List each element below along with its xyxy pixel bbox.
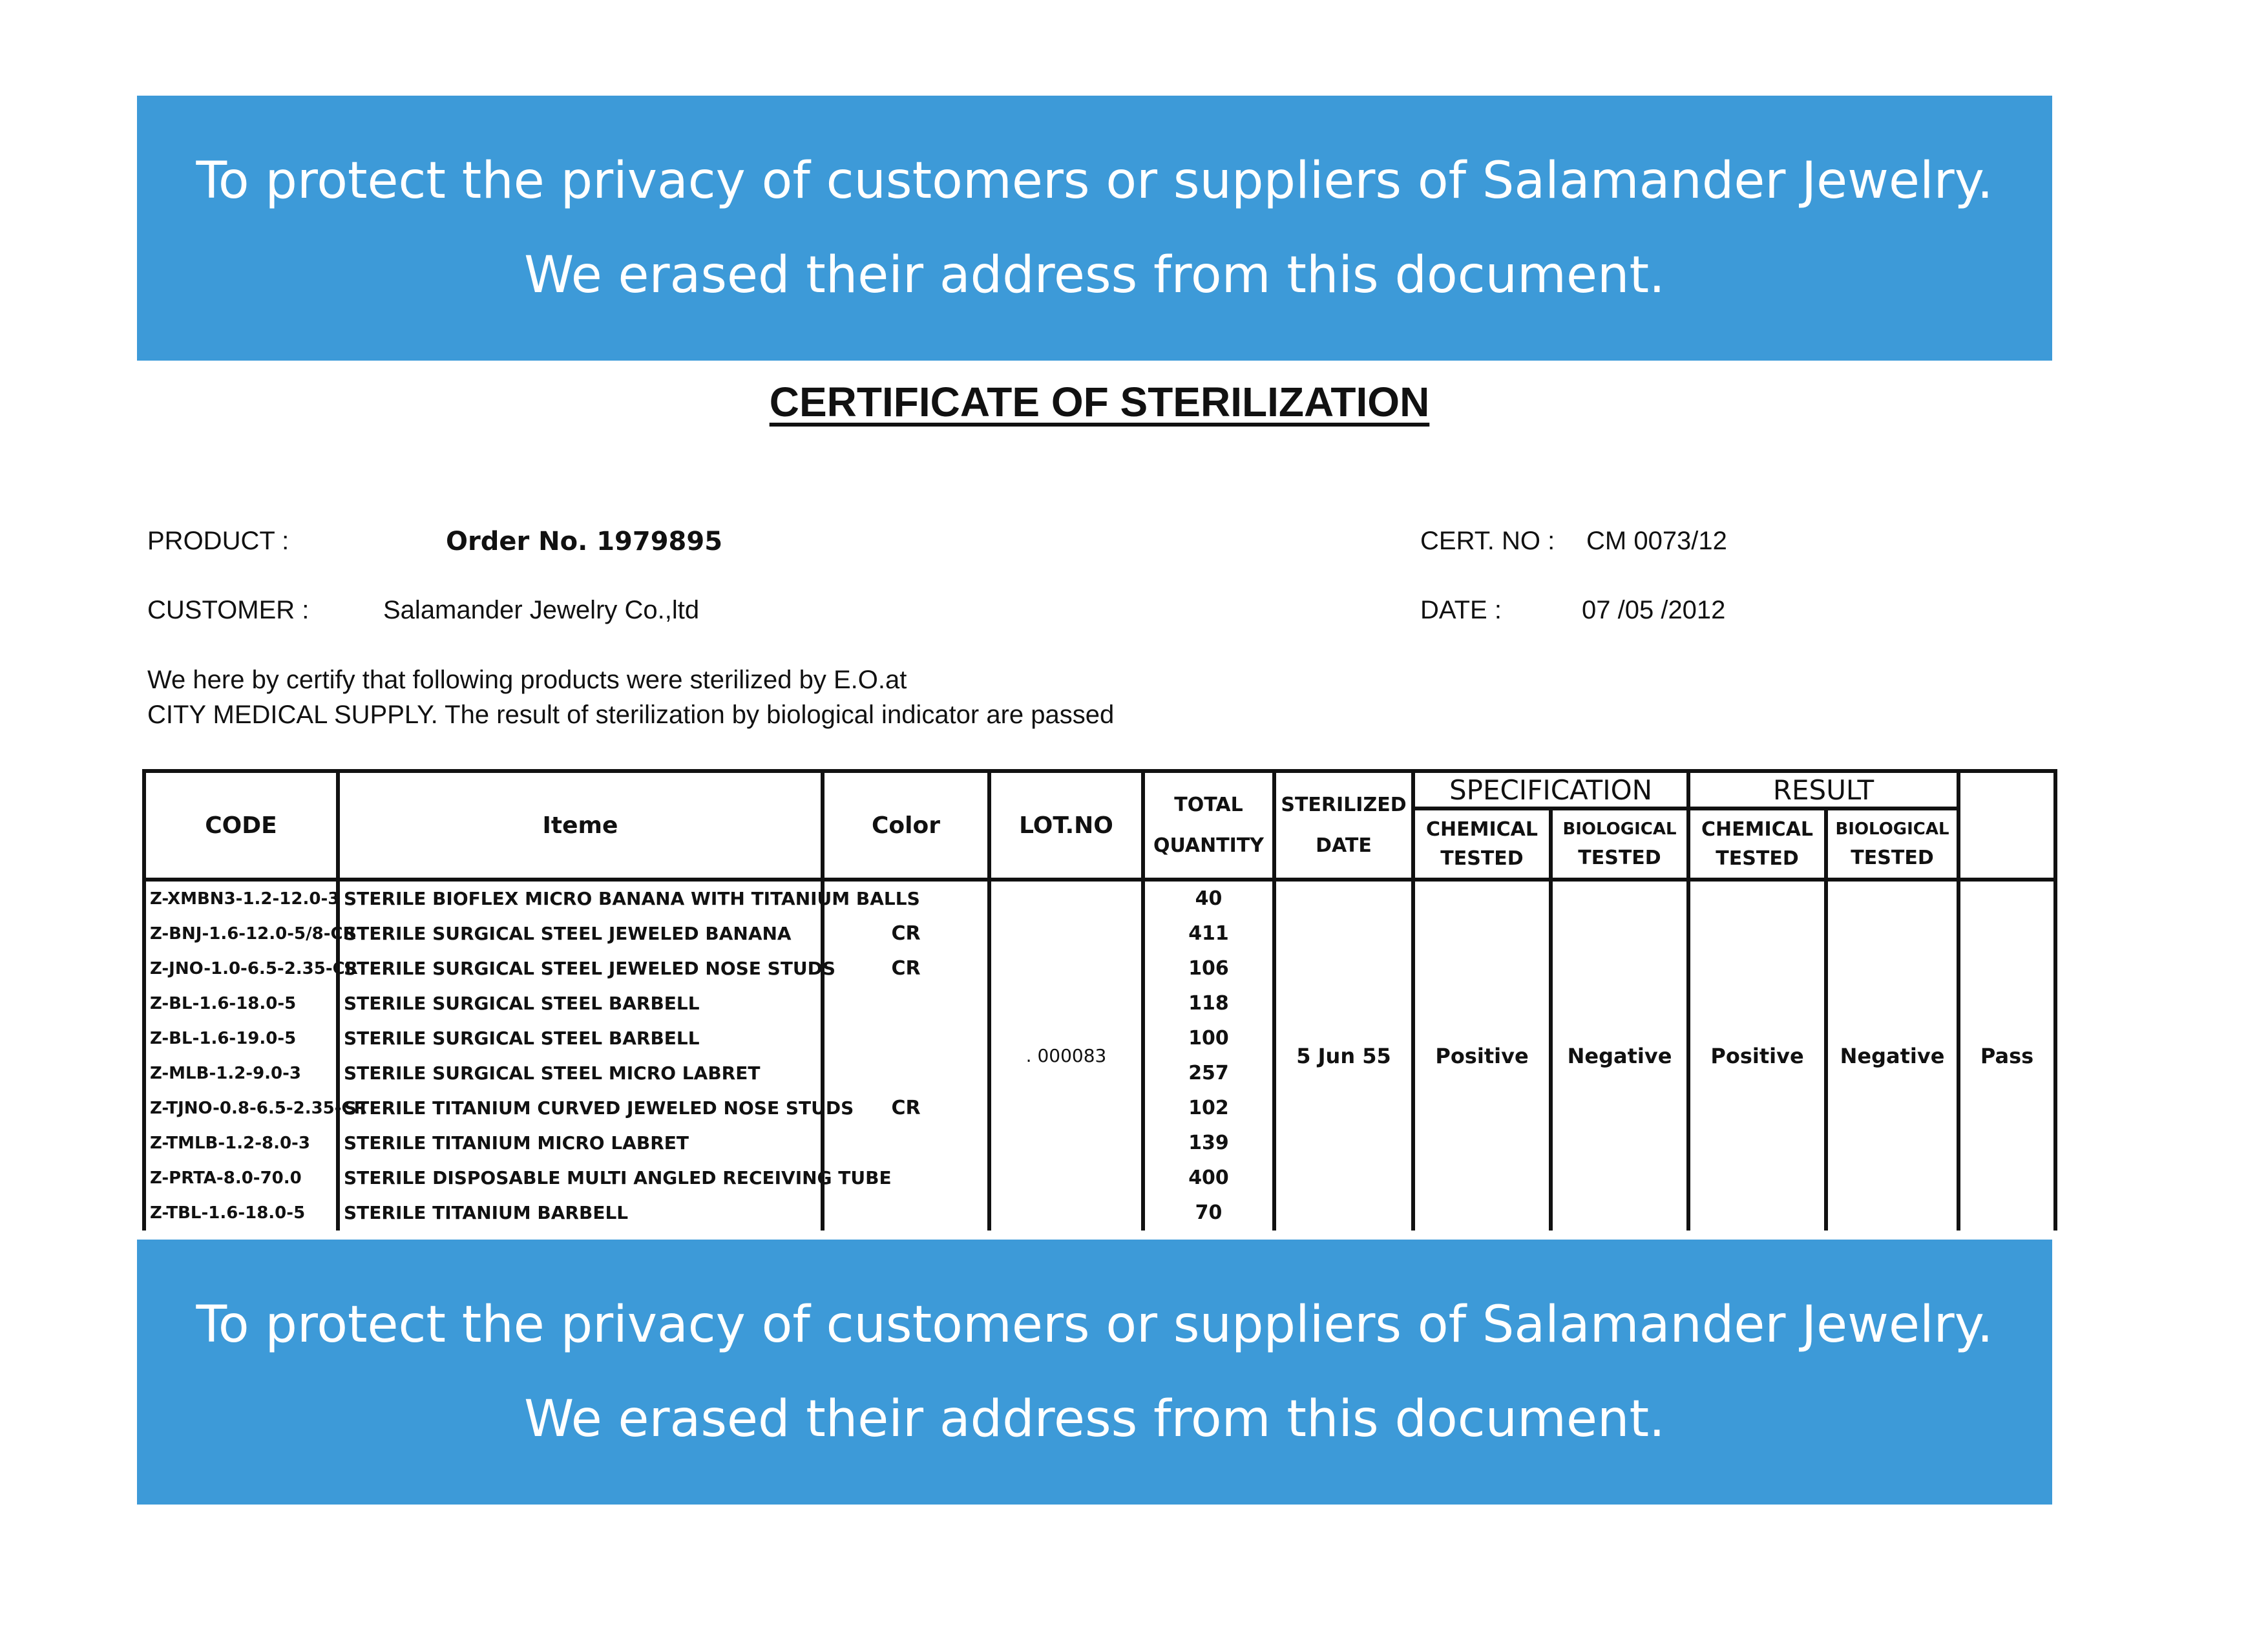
sterilization-table: [142, 769, 2057, 1231]
row-code: Z-XMBN3-1.2-12.0-3: [144, 880, 338, 916]
row-code: Z-PRTA-8.0-70.0: [144, 1161, 338, 1196]
row-item: STERILE TITANIUM CURVED JEWELED NOSE STUDS: [338, 1091, 823, 1126]
header-color: Color: [823, 771, 989, 880]
header-lot-no: LOT.NO: [989, 771, 1143, 880]
header-res-biological-line1: BIOLOGICAL: [1835, 819, 1949, 839]
row-color: [823, 1021, 989, 1056]
header-sterilized-line2: DATE: [1316, 834, 1372, 857]
header-spec-chemical: [1413, 808, 1551, 880]
date-label: DATE :: [1420, 596, 1502, 624]
row-color: [823, 1126, 989, 1161]
row-code: Z-TMLB-1.2-8.0-3: [144, 1126, 338, 1161]
statement-line1: We here by certify that following products were sterilized by E.O.at: [147, 666, 907, 694]
row-item: STERILE SURGICAL STEEL MICRO LABRET: [338, 1056, 823, 1091]
product-label: PRODUCT :: [147, 527, 289, 555]
header-res-biological: [1826, 808, 1958, 880]
statement-line2: CITY MEDICAL SUPPLY. The result of sterilization by biological indicator are passed: [147, 701, 1115, 729]
row-item: STERILE SURGICAL STEEL BARBELL: [338, 1021, 823, 1056]
row-qty: 100: [1143, 1021, 1274, 1056]
row-item: STERILE BIOFLEX MICRO BANANA WITH TITANIUM BALLS: [338, 880, 823, 916]
row-code: Z-JNO-1.0-6.5-2.35-CR: [144, 951, 338, 986]
row-item: STERILE SURGICAL STEEL JEWELED NOSE STUDS: [338, 951, 823, 986]
sterilized-date-value: 5 Jun 55: [1274, 880, 1413, 1231]
header-result: RESULT: [1688, 771, 1958, 808]
header-spec-biological-line2: TESTED: [1578, 846, 1661, 869]
header-code: CODE: [144, 771, 338, 880]
row-code: Z-BL-1.6-18.0-5: [144, 986, 338, 1021]
row-qty: 118: [1143, 986, 1274, 1021]
spec-biological-value: Negative: [1551, 880, 1688, 1231]
row-code: Z-TJNO-0.8-6.5-2.35-CR: [144, 1091, 338, 1126]
row-qty: 411: [1143, 916, 1274, 951]
header-overall: [1958, 771, 2055, 880]
row-color: CR: [823, 1091, 989, 1126]
header-item: Iteme: [338, 771, 823, 880]
table-body: [144, 880, 2055, 1231]
certification-statement: [147, 662, 1114, 732]
overall-result-value: Pass: [1958, 880, 2055, 1231]
row-qty: 400: [1143, 1161, 1274, 1196]
row-item: STERILE TITANIUM MICRO LABRET: [338, 1126, 823, 1161]
certificate-title: CERTIFICATE OF STERILIZATION: [769, 379, 1430, 425]
row-qty: 106: [1143, 951, 1274, 986]
res-chemical-value: Positive: [1688, 880, 1826, 1231]
row-code: Z-BNJ-1.6-12.0-5/8-CR: [144, 916, 338, 951]
spec-chemical-value: Positive: [1413, 880, 1551, 1231]
row-code: Z-TBL-1.6-18.0-5: [144, 1196, 338, 1231]
privacy-notice-line2: We erased their address from this document.: [524, 246, 1665, 304]
row-color: [823, 1196, 989, 1231]
header-total-line2: QUANTITY: [1153, 834, 1265, 857]
header-specification: SPECIFICATION: [1413, 771, 1688, 808]
header-sterilized-line1: STERILIZED: [1281, 794, 1407, 816]
privacy-banner-top: [137, 96, 2052, 361]
row-qty: 70: [1143, 1196, 1274, 1231]
row-qty: 139: [1143, 1126, 1274, 1161]
date-value: 07 /05 /2012: [1582, 596, 1726, 624]
lot-no-value: . 000083: [989, 880, 1143, 1231]
privacy-banner-bottom: [137, 1240, 2052, 1505]
row-item: STERILE SURGICAL STEEL BARBELL: [338, 986, 823, 1021]
table-row: [144, 880, 2055, 916]
privacy-notice-line1: To protect the privacy of customers or suppliers of Salamander Jewelry.: [196, 1296, 1993, 1354]
header-spec-chemical-line2: TESTED: [1440, 847, 1524, 870]
header-total-quantity: [1143, 771, 1274, 880]
header-sterilized-date: [1274, 771, 1413, 880]
header-res-chemical-line2: TESTED: [1716, 847, 1799, 870]
row-item: STERILE DISPOSABLE MULTI ANGLED RECEIVING TUBE: [338, 1161, 823, 1196]
header-total-line1: TOTAL: [1174, 794, 1243, 816]
row-color: CR: [823, 951, 989, 986]
row-color: [823, 1056, 989, 1091]
privacy-notice-line2: We erased their address from this document.: [524, 1390, 1665, 1448]
customer-label: CUSTOMER :: [147, 596, 310, 624]
header-res-chemical-line1: CHEMICAL: [1701, 818, 1813, 841]
row-qty: 40: [1143, 880, 1274, 916]
row-color: [823, 986, 989, 1021]
header-spec-biological: [1551, 808, 1688, 880]
res-biological-value: Negative: [1826, 880, 1958, 1231]
row-item: STERILE SURGICAL STEEL JEWELED BANANA: [338, 916, 823, 951]
row-qty: 257: [1143, 1056, 1274, 1091]
row-code: Z-BL-1.6-19.0-5: [144, 1021, 338, 1056]
header-spec-chemical-line1: CHEMICAL: [1426, 818, 1538, 841]
row-color: CR: [823, 916, 989, 951]
customer-value: Salamander Jewelry Co.,ltd: [383, 596, 700, 624]
row-item: STERILE TITANIUM BARBELL: [338, 1196, 823, 1231]
row-code: Z-MLB-1.2-9.0-3: [144, 1056, 338, 1091]
privacy-notice-line1: To protect the privacy of customers or suppliers of Salamander Jewelry.: [196, 152, 1993, 210]
row-qty: 102: [1143, 1091, 1274, 1126]
header-spec-biological-line1: BIOLOGICAL: [1562, 819, 1677, 839]
header-res-chemical: [1688, 808, 1826, 880]
header-res-biological-line2: TESTED: [1851, 846, 1934, 869]
cert-no-label: CERT. NO :: [1420, 527, 1555, 555]
cert-no-value: CM 0073/12: [1586, 527, 1727, 555]
product-value: Order No. 1979895: [446, 527, 723, 556]
